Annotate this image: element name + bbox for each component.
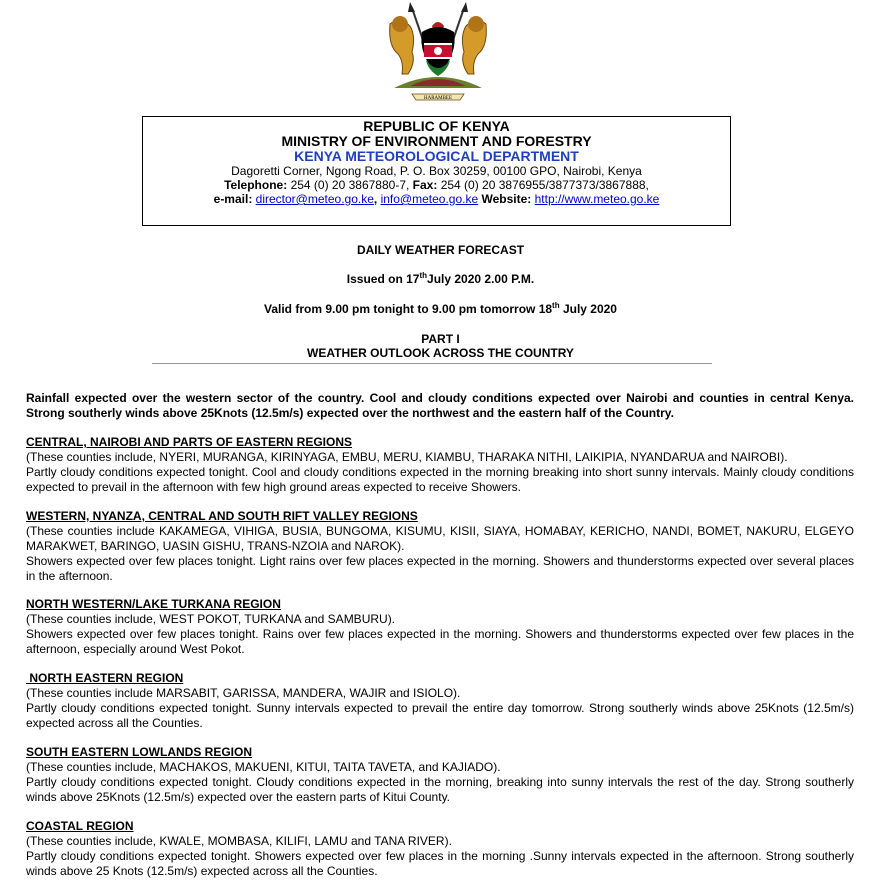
region-north-eastern <box>26 671 854 731</box>
motto-text: HARAMBEE <box>423 96 453 101</box>
region-title: COASTAL REGION <box>26 819 134 833</box>
address-line: Dagoretti Corner, Ngong Road, P. O. Box 30259, 00100 GPO, Nairobi, Kenya <box>231 164 642 178</box>
forecast-title: DAILY WEATHER FORECAST <box>356 243 525 257</box>
issued-suffix: July 2020 2.00 P.M. <box>427 272 535 286</box>
region-counties: (These counties include MARSABIT, GARISSA, MANDERA, WAJIR and ISIOLO). <box>26 686 461 700</box>
region-counties: (These counties include, MACHAKOS, MAKUENI, KITUI, TAITA TAVETA, and KAJIADO). <box>26 760 501 774</box>
valid-sup: th <box>552 301 560 310</box>
issued-sup: th <box>419 271 428 280</box>
region-forecast: Partly cloudy conditions expected tonight. Sunny intervals expected to prevail the entire day tomorrow. Strong southerly winds above 25Knots (12.5m/s) expected across all the Counties. <box>26 701 854 730</box>
region-forecast: Partly cloudy conditions expected tonight. Showers expected over few places in the morning .Sunny intervals expected in the afternoon. Strong southerly winds above 25 Knots (12.5m/s) expected across all the Counties. <box>26 849 854 878</box>
region-coastal <box>26 819 854 879</box>
telephone-label: Telephone: <box>224 178 288 192</box>
letterhead-box <box>142 116 731 226</box>
kenya-coat-of-arms <box>382 2 494 106</box>
divider <box>152 363 712 364</box>
region-counties: (These counties include KAKAMEGA, VIHIGA, BUSIA, BUNGOMA, KISUMU, KISII, SIAYA, HOMABAY, KERICHO, NANDI, BOMET, NAKURU, ELGEYO MARAKWET, BARINGO, UASIN GISHU, TRANS-NZOIA and NAROK). <box>26 524 854 553</box>
fax-label: Fax: <box>412 178 438 192</box>
telephone-value: 254 (0) 20 3867880-7, <box>287 178 413 192</box>
region-forecast: Showers expected over few places tonight. Light rains over few places expected in the morning. Showers and thunderstorms expected over several places in the afternoon. <box>26 554 854 583</box>
telephone-line <box>143 178 730 192</box>
region-north-western <box>26 597 854 657</box>
ministry-title: MINISTRY OF ENVIRONMENT AND FORESTRY <box>281 133 592 149</box>
region-western <box>26 509 854 584</box>
region-counties: (These counties include, NYERI, MURANGA, KIRINYAGA, EMBU, MERU, KIAMBU, THARAKA NITHI, LAIKIPIA, NYANDARUA and NAIROBI). <box>26 450 788 464</box>
region-title: SOUTH EASTERN LOWLANDS REGION <box>26 745 253 759</box>
valid-prefix: Valid from 9.00 pm tonight to 9.00 pm tomorrow 18 <box>264 302 553 316</box>
region-forecast: Showers expected over few places tonight. Rains over few places expected in the morning. Showers and thunderstorms expected over few places in the afternoon, especially around West Pokot. <box>26 627 854 656</box>
issued-prefix: Issued on 17 <box>346 272 420 286</box>
summary-paragraph: Rainfall expected over the western sector of the country. Cool and cloudy conditions expected over Nairobi and counties in central Kenya. Strong southerly winds above 25Knots (12.5m/s) expected over the northwest and the eastern half of the Country. <box>26 391 854 420</box>
region-counties: (These counties include, WEST POKOT, TURKANA and SAMBURU). <box>26 612 396 626</box>
email-separator: , <box>373 192 381 206</box>
website-label: Website: <box>478 192 535 206</box>
fax-value: 254 (0) 20 3876955/3877373/3867888, <box>437 178 649 192</box>
region-forecast: Partly cloudy conditions expected tonight. Cool and cloudy conditions expected in the morning breaking into short sunny intervals. Mainly cloudy conditions expected to prevail in the afternoon with few high ground areas expected to receive Showers. <box>26 465 854 494</box>
region-title: WESTERN, NYANZA, CENTRAL AND SOUTH RIFT VALLEY REGIONS <box>26 509 418 523</box>
region-forecast: Partly cloudy conditions expected tonight. Cloudy conditions expected in the morning, breaking into sunny intervals the rest of the day. Strong southerly winds above 25Knots (12.5m/s) expected over the eastern parts of Kitui County. <box>26 775 854 804</box>
director-email-link[interactable]: director@meteo.go.ke <box>255 192 374 206</box>
region-central <box>26 435 854 495</box>
region-title: NORTH EASTERN REGION <box>26 671 184 685</box>
contact-line <box>143 192 730 206</box>
info-email-link[interactable]: info@meteo.go.ke <box>380 192 479 206</box>
department-title: KENYA METEOROLOGICAL DEPARTMENT <box>294 148 579 164</box>
region-south-eastern <box>26 745 854 805</box>
website-link[interactable]: http://www.meteo.go.ke <box>534 192 660 206</box>
region-title: NORTH WESTERN/LAKE TURKANA REGION <box>26 597 281 611</box>
valid-period <box>0 302 881 316</box>
region-title: CENTRAL, NAIROBI AND PARTS OF EASTERN REGIONS <box>26 435 353 449</box>
republic-title: REPUBLIC OF KENYA <box>363 118 510 134</box>
email-label: e-mail: <box>213 192 256 206</box>
issued-date <box>0 272 881 286</box>
part-heading <box>0 332 881 360</box>
valid-suffix: July 2020 <box>559 302 617 316</box>
part-number: PART I <box>421 332 460 346</box>
part-title: WEATHER OUTLOOK ACROSS THE COUNTRY <box>307 346 574 360</box>
region-counties: (These counties include, KWALE, MOMBASA, KILIFI, LAMU and TANA RIVER). <box>26 834 452 848</box>
